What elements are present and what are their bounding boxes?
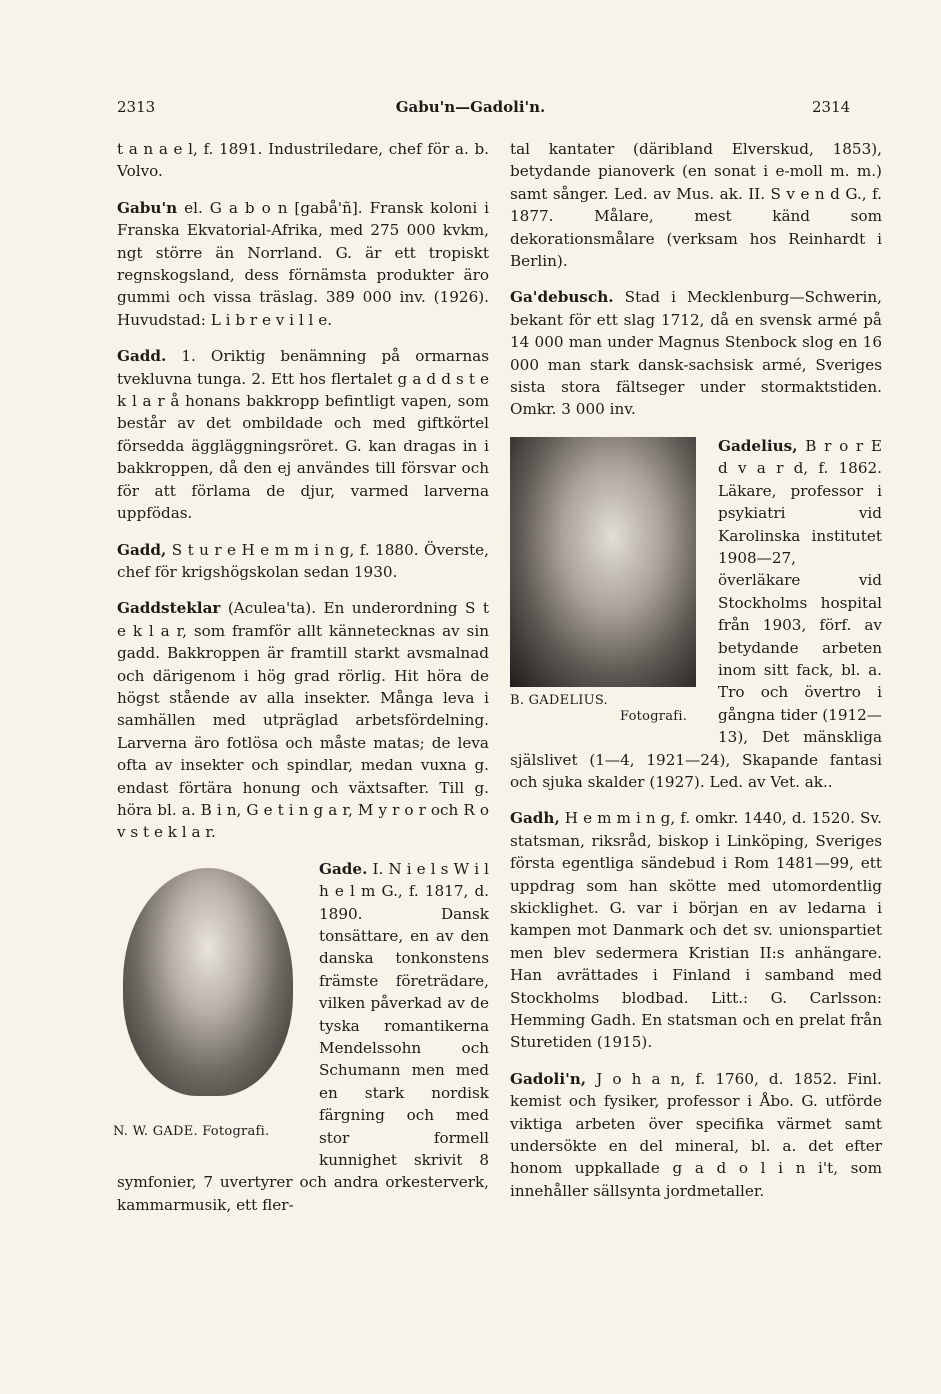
entry-text: 1. Oriktig benämning på ormarnas tvekluvna tunga. 2. Ett hos flertalet g a d d s t e k l a r å honans bakkropp befintligt vapen, som består av det ombildade och med giftkörtel försedda äggläggningsröret. G. kan dragas in i bakkroppen, då den ej användes till försvar och för att förlama de djur, varmed larverna uppfödas. <box>117 347 489 523</box>
gadelius-photo-caption-name: B. GADELIUS. <box>510 692 608 708</box>
entry-gadh <box>510 807 882 1053</box>
entry-headword: Gabu'n <box>117 198 178 217</box>
entry-text: I. N i e l s W i l h e l m G., f. 1817, d. 1890. Dansk tonsättare, en av den danska tonkonstens främste företrädare, vilken påverkad av de tyska romantikerna Mendelssohn och Schumann men med en stark nordisk färgning och med stor formell kunnighet skrivit 8 symfonier, 7 uvertyrer och andra orkesterverk, kammarmusik, ett fler- <box>117 859 489 1214</box>
entry-gabun <box>117 197 489 331</box>
entry-text: el. G a b o n [gabå'ñ]. Fransk koloni i Franska Ekvatorial-Afrika, med 275 000 kvkm, ngt större än Norrland. G. är ett tropiskt regnskogsland, dess förnämsta produkter äro gummi och vissa träslag. 389 000 inv. (1926). Huvudstad: L i b r e v i l l e. <box>117 198 489 329</box>
entry-headword: Gade. <box>319 859 368 878</box>
entry-headword: Gadelius, <box>718 436 798 455</box>
entry-text: (Aculea'ta). En underordning S t e k l a r, som framför allt kännetecknas av sin gadd. Bakkroppen är framtill starkt avsmalnad och därigenom i hög grad rörlig. Hit höra de högst stående av alla insekter. Många leva i samhällen med utpräglad arbetsfördelning. Larverna äro fotlösa och måste matas; de leva ofta av insekter och spindlar, medan vuxna g. endast förtära honung och växtsafter. Till g. höra bl. a. B i n, G e t i n g a r, M y r o r och R o v s t e k l a r. <box>117 599 489 842</box>
entry-continuation: tal kantater (däribland Elverskud, 1853), betydande pianoverk (en sonat i e-moll m. m.) samt sånger. Led. av Mus. ak. II. S v e n d G., f. 1877. Målare, mest känd som dekorationsmålare (verksam hos Reinhardt i Berlin). <box>510 140 882 271</box>
entry-text: H e m m i n g, f. omkr. 1440, d. 1520. Sv. statsman, riksråd, biskop i Linköping, Sveriges första egentliga sändebud i Rom 1481—99, ett uppdrag som han skötte med utomordentlig skicklighet. G. var i början en av ledarna i kampen mot Danmark och det sv. unionspartiet men blev sedermera Kristian II:s anhängare. Han avrättades i Finland i samband med Stockholms blodbad. Litt.: G. Carlsson: Hemming Gadh. En statsman och en prelat från Sturetiden (1915). <box>510 809 882 1052</box>
gade-photo-block <box>113 868 309 1150</box>
entry-headword: Gadh, <box>510 809 560 828</box>
entry-headword: Gadoli'n, <box>510 1069 587 1088</box>
entry-gadebusch <box>510 286 882 420</box>
gadelius-portrait-image <box>510 437 696 687</box>
entry-headword: Gadd. <box>117 347 167 366</box>
running-head: Gabu'n—Gadoli'n. <box>395 98 546 116</box>
entry-headword: Ga'debusch. <box>510 288 614 307</box>
entry-continuation: t a n a e l, f. 1891. Industriledare, chef för a. b. Volvo. <box>117 140 489 181</box>
gadelius-photo-block <box>510 437 706 727</box>
entry-gadd-sture <box>117 539 489 584</box>
entry-text: J o h a n, f. 1760, d. 1852. Finl. kemist och fysiker, professor i Åbo. G. utförde viktiga arbeten över specifika värmet samt undersökte en del mineral, bl. a. det efter honom uppkallade g a d o l i n i't, som innehåller sällsynta jordmetaller. <box>510 1069 882 1200</box>
left-column <box>113 138 489 1216</box>
entry-gaddsteklar <box>117 597 489 843</box>
page-number-right: 2314 <box>812 98 851 116</box>
entry-text: Stad i Mecklenburg—Schwerin, bekant för ett slag 1712, då en svensk armé på 14 000 man under Magnus Stenbock slog en 16 000 man stark dansk-sachsisk armé, Sveriges sista stora fältseger under stormaktstiden. Omkr. 3 000 inv. <box>510 288 882 419</box>
entry-headword: Gadd, <box>117 540 167 559</box>
entry-gadelius <box>510 435 882 794</box>
right-column <box>510 138 882 1216</box>
entry-gade <box>113 858 489 1217</box>
entry-text: S t u r e H e m m i n g, f. 1880. Överste, chef för krigshögskolan sedan 1930. <box>117 540 489 581</box>
gadelius-photo-caption-credit: Fotografi. <box>620 708 688 724</box>
entry-gadd <box>117 345 489 524</box>
entry-gadolin <box>510 1068 882 1202</box>
gade-photo-caption: N. W. GADE. Fotografi. <box>113 1123 270 1139</box>
entry-headword: Gaddsteklar <box>117 599 221 618</box>
gade-portrait-image <box>123 868 293 1096</box>
page-number-left: 2313 <box>117 98 156 116</box>
entry-text: B r o r E d v a r d, f. 1862. Läkare, professor i psykiatri vid Karolinska institutet 1908—27, överläkare vid Stockholms hospital från 1903, förf. av betydande arbeten inom sitt fack, bl. a. Tro och övertro i gångna tider (1912—13), Det mänskliga själslivet (1—4, 1921—24), Skapande fantasi och sjuka skalder (1927). Led. av Vet. ak.. <box>510 436 882 791</box>
